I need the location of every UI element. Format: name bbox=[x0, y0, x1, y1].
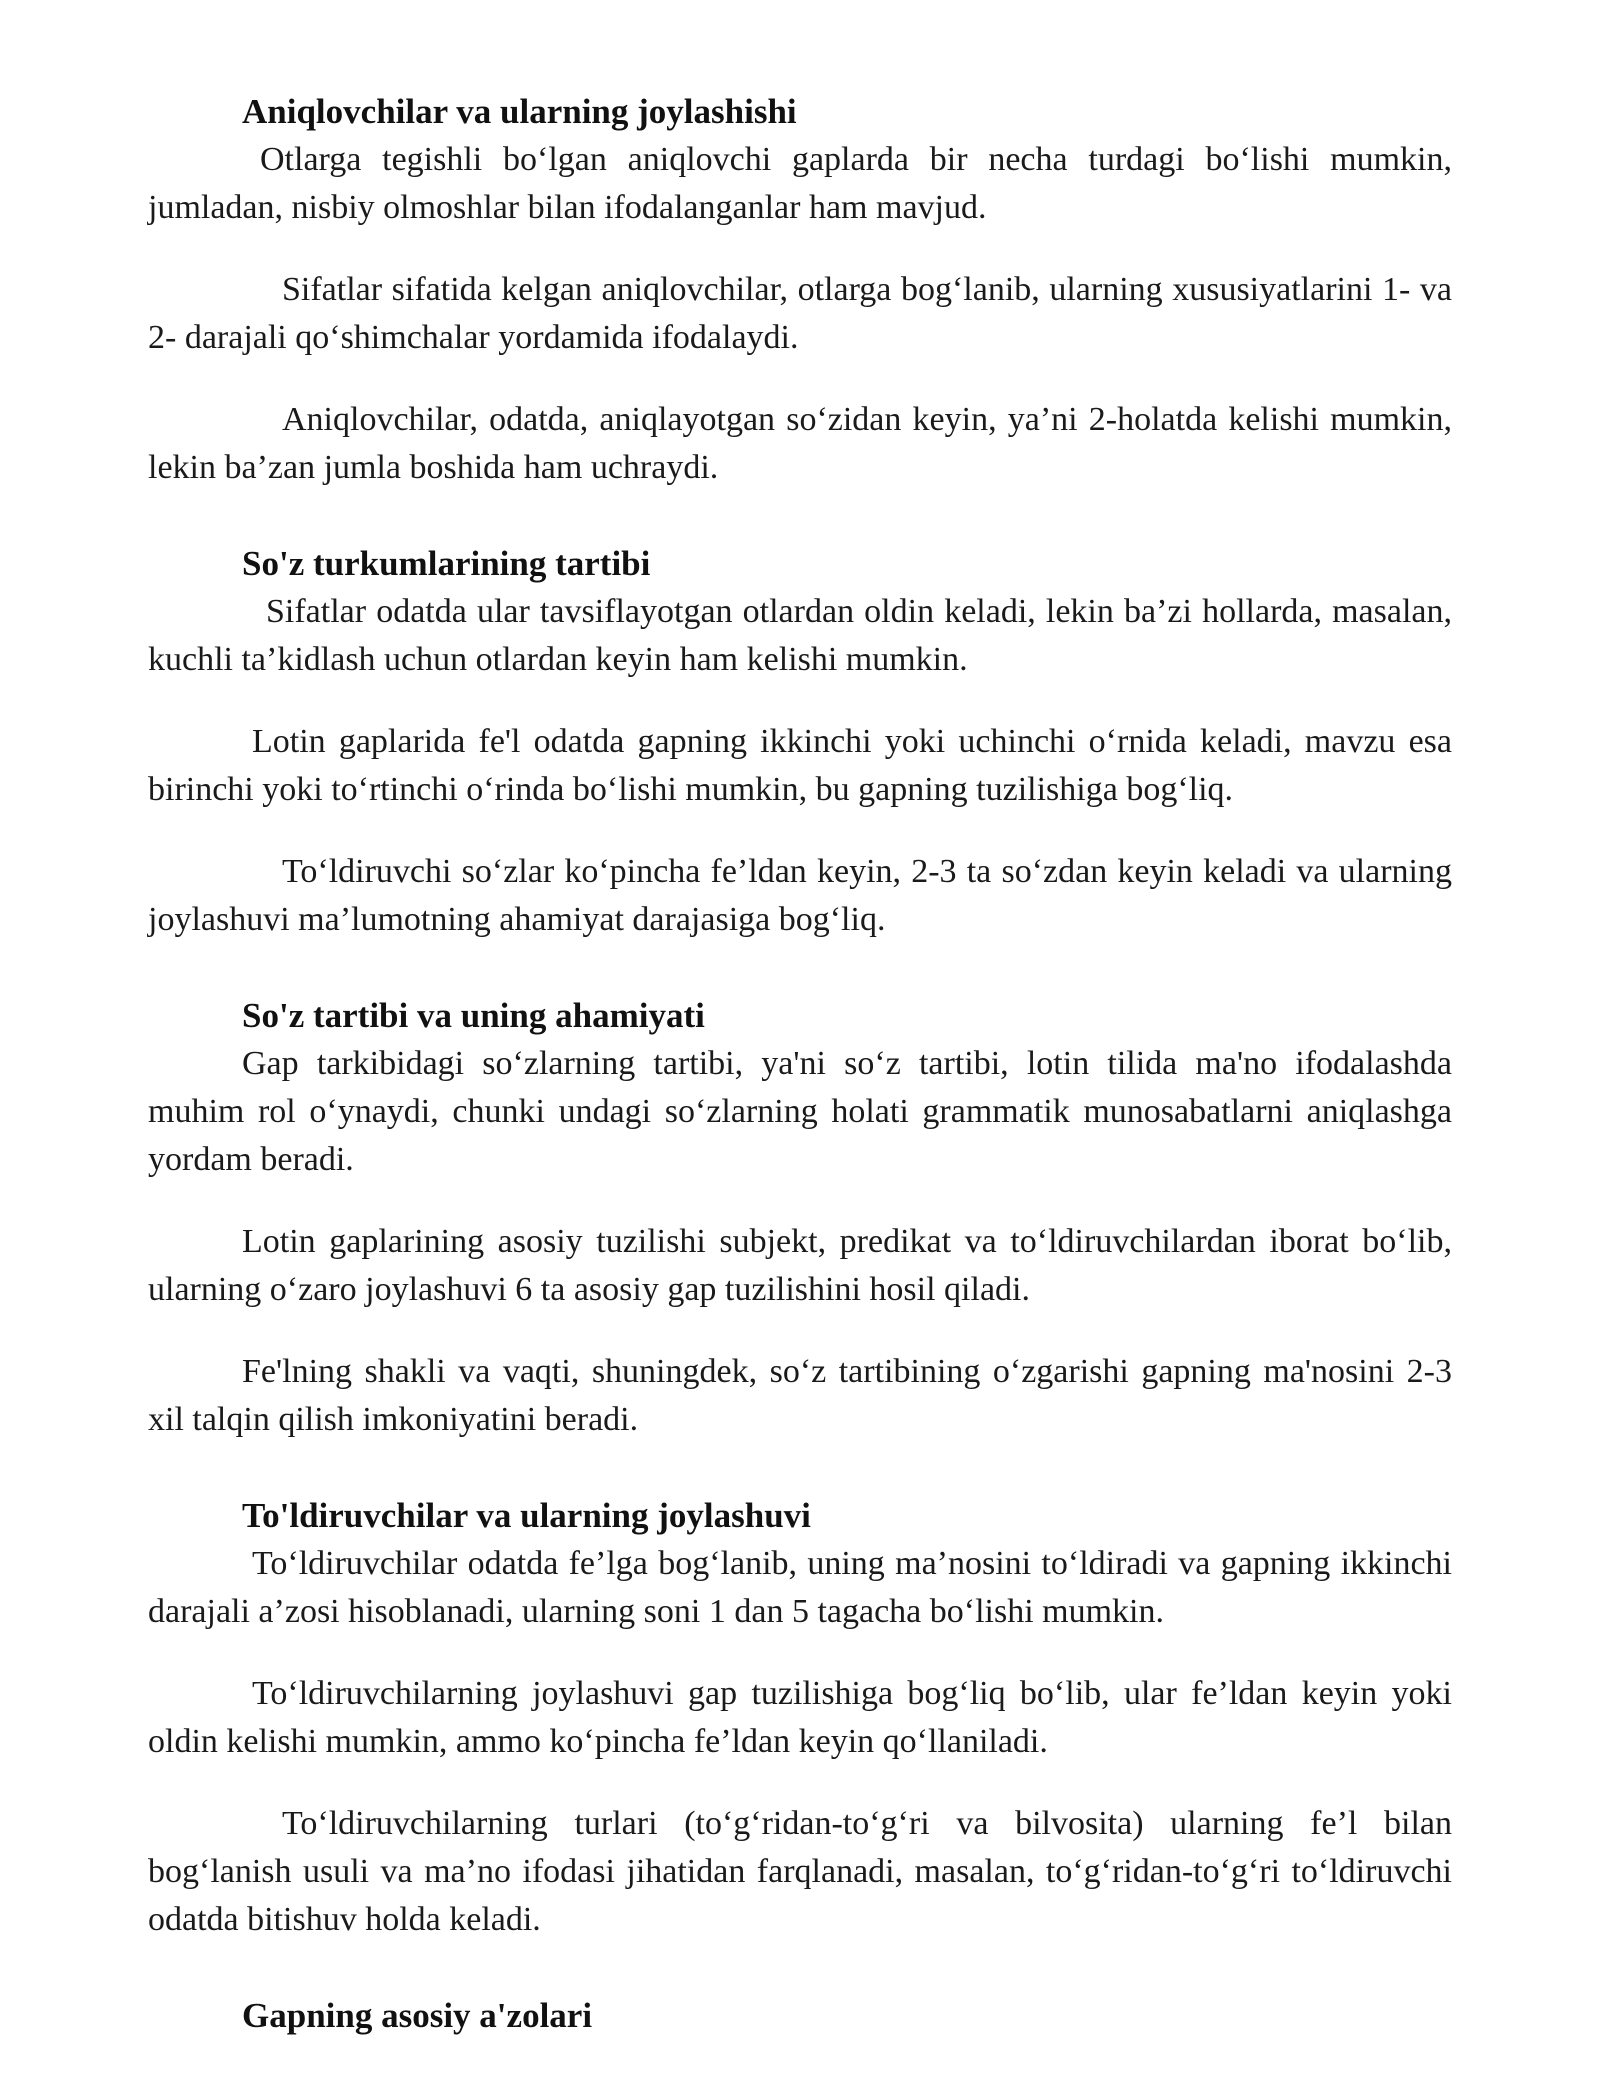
section-heading: So'z tartibi va uning ahamiyati bbox=[242, 996, 705, 1035]
section-soz-turkumlari bbox=[148, 540, 1452, 944]
paragraph: To‘ldiruvchilarning turlari (to‘g‘ridan-to‘g‘ri va bilvosita) ularning fe’l bilan bog‘lanish usuli va ma’no ifodasi jihatidan farqlanadi, masalan, to‘g‘ridan-to‘g‘ri to‘ldiruvchi odatda bitishuv holda keladi. bbox=[148, 1805, 1452, 1938]
paragraph: Gap tarkibidagi so‘zlarning tartibi, ya'ni so‘z tartibi, lotin tilida ma'no ifodalashda muhim rol o‘ynaydi, chunki undagi so‘zlarning holati grammatik munosabatlarni aniqlashga yordam beradi. bbox=[148, 1045, 1452, 1178]
section-heading: Gapning asosiy a'zolari bbox=[242, 1996, 593, 2035]
paragraph: Lotin gaplarining asosiy tuzilishi subjekt, predikat va to‘ldiruvchilardan iborat bo‘lib, ularning o‘zaro joylashuvi 6 ta asosiy gap tuzilishini hosil qiladi. bbox=[148, 1223, 1452, 1308]
paragraph: Sifatlar odatda ular tavsiflayotgan otlardan oldin keladi, lekin ba’zi hollarda, masalan, kuchli ta’kidlash uchun otlardan keyin ham kelishi mumkin. bbox=[148, 593, 1452, 678]
paragraph: To‘ldiruvchilarning joylashuvi gap tuzilishiga bog‘liq bo‘lib, ular fe’ldan keyin yoki oldin kelishi mumkin, ammo ko‘pincha fe’ldan keyin qo‘llaniladi. bbox=[148, 1675, 1452, 1760]
section-gapning-azolari bbox=[148, 1992, 1452, 2040]
paragraph: To‘ldiruvchilar odatda fe’lga bog‘lanib, uning ma’nosini to‘ldiradi va gapning ikkinchi darajali a’zosi hisoblanadi, ularning soni 1 dan 5 tagacha bo‘lishi mumkin. bbox=[148, 1545, 1452, 1630]
paragraph: Aniqlovchilar, odatda, aniqlayotgan so‘zidan keyin, ya’ni 2-holatda kelishi mumkin, lekin ba’zan jumla boshida ham uchraydi. bbox=[148, 401, 1452, 486]
paragraph: To‘ldiruvchi so‘zlar ko‘pincha fe’ldan keyin, 2-3 ta so‘zdan keyin keladi va ularning joylashuvi ma’lumotning ahamiyat darajasiga bog‘liq. bbox=[148, 853, 1452, 938]
paragraph: Otlarga tegishli bo‘lgan aniqlovchi gaplarda bir necha turdagi bo‘lishi mumkin, jumladan, nisbiy olmoshlar bilan ifodalanganlar ham mavjud. bbox=[148, 141, 1452, 226]
section-aniqlovchilar bbox=[148, 88, 1452, 492]
paragraph: Sifatlar sifatida kelgan aniqlovchilar, otlarga bog‘lanib, ularning xususiyatlarini 1- va 2- darajali qo‘shimchalar yordamida ifodalaydi. bbox=[148, 271, 1452, 356]
section-heading: Aniqlovchilar va ularning joylashishi bbox=[242, 92, 797, 131]
section-toldiruvchilar bbox=[148, 1492, 1452, 1944]
paragraph: Lotin gaplarida fe'l odatda gapning ikkinchi yoki uchinchi o‘rnida keladi, mavzu esa birinchi yoki to‘rtinchi o‘rinda bo‘lishi mumkin, bu gapning tuzilishiga bog‘liq. bbox=[148, 723, 1452, 808]
paragraph: Fe'lning shakli va vaqti, shuningdek, so‘z tartibining o‘zgarishi gapning ma'nosini 2-3 xil talqin qilish imkoniyatini beradi. bbox=[148, 1353, 1452, 1438]
section-heading: To'ldiruvchilar va ularning joylashuvi bbox=[242, 1496, 811, 1535]
section-soz-tartibi bbox=[148, 992, 1452, 1444]
section-heading: So'z turkumlarining tartibi bbox=[242, 544, 651, 583]
document-page bbox=[148, 88, 1452, 2088]
